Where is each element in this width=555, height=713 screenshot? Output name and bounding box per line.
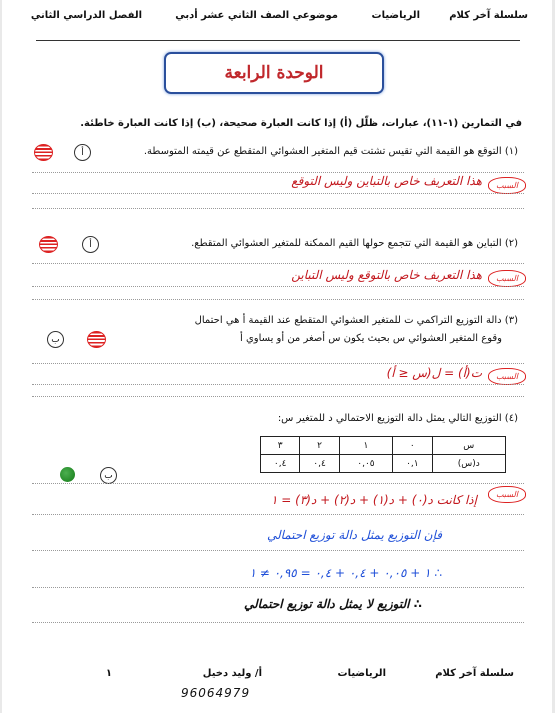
reason-label: السبب <box>488 486 526 503</box>
option-a-shaded-circle[interactable] <box>87 331 106 348</box>
footer-page-number: ١ <box>105 668 112 679</box>
option-b-shaded-circle[interactable] <box>34 144 53 161</box>
unit-title-box <box>164 52 384 94</box>
option-b-circle[interactable]: ب <box>47 331 64 348</box>
option-a-circle[interactable]: أ <box>82 236 99 253</box>
footer-subject: الرياضيات <box>337 668 386 679</box>
table-cell: ٠,١ <box>393 455 432 473</box>
table-cell: ٠,٤ <box>261 455 300 473</box>
table-row <box>261 437 506 455</box>
table-cell: ١ <box>339 437 392 455</box>
table-cell: ٠ <box>393 437 432 455</box>
header-topic: موضوعي الصف الثاني عشر أدبي <box>175 10 338 21</box>
question-4-text: (٤) التوزيع التالي يمثل دالة التوزيع الاحتمالي د للمتغير س: <box>277 413 518 424</box>
table-cell: د(س) <box>432 455 506 473</box>
table-cell: ٣ <box>261 437 300 455</box>
question-4-work-line2: فإن التوزيع يمثل دالة توزيع احتمالي <box>266 528 442 542</box>
unit-title: الوحدة الرابعة <box>224 63 324 83</box>
dotted-line <box>32 208 524 209</box>
option-a-green-check-icon[interactable] <box>60 467 75 482</box>
page-footer <box>2 668 552 688</box>
question-4-work-line4: ∴ التوزيع لا يمثل دالة توزيع احتمالي <box>243 597 422 611</box>
option-b-shaded-circle[interactable] <box>39 236 58 253</box>
table-cell: ٠,٤ <box>300 455 339 473</box>
dotted-line <box>32 622 524 623</box>
page-header <box>22 8 532 28</box>
footer-phone: 96064979 <box>181 686 251 700</box>
dotted-line <box>32 363 524 364</box>
dotted-line <box>32 263 524 264</box>
reason-label: السبب <box>488 270 526 287</box>
table-cell: ٠,٠٥ <box>339 455 392 473</box>
question-2-reason: هذا التعريف خاص بالتوقع وليس التباين <box>291 268 482 282</box>
table-cell: ٢ <box>300 437 339 455</box>
question-3-text-line1: (٣) دالة التوزيع التراكمي ت للمتغير العشوائي المتقطع عند القيمة أ هي احتمال <box>194 315 518 326</box>
footer-series: سلسلة آخر كلام <box>435 668 514 679</box>
header-series: سلسلة آخر كلام <box>449 10 528 21</box>
worksheet-page <box>2 0 552 713</box>
option-b-circle[interactable]: ب <box>100 467 117 484</box>
dotted-line <box>32 299 524 300</box>
table-row <box>261 455 506 473</box>
dotted-line <box>32 483 524 484</box>
dotted-line <box>32 172 524 173</box>
dotted-line <box>32 384 524 385</box>
option-a-circle[interactable]: أ <box>74 144 91 161</box>
dotted-line <box>32 514 524 515</box>
instructions: في التمارين (١-١١)، عبارات، ظلّل (أ) إذا كانت العبارة صحيحة، (ب) إذا كانت العبارة خاطئة. <box>80 118 522 129</box>
dotted-line <box>32 286 524 287</box>
footer-author: أ/ وليد دخيل <box>202 668 262 679</box>
header-semester: الفصل الدراسي الثاني <box>30 10 142 21</box>
header-subject: الرياضيات <box>371 10 420 21</box>
question-4-work-line3: ∴ ١ + ٠,٠٥ + ٠,٤ + ٠,٤ = ٠,٩٥ ≠ ١ <box>249 566 442 580</box>
question-1-text: (١) التوقع هو القيمة التي تقيس تشتت قيم المتغير العشوائي المتقطع عن قيمته المتوسطة. <box>143 146 518 157</box>
dotted-line <box>32 587 524 588</box>
header-divider <box>36 40 520 41</box>
question-4-work-line1: إذا كانت د(٠) + د(١) + د(٢) + د(٣) = ١ <box>271 493 477 507</box>
question-1-reason: هذا التعريف خاص بالتباين وليس التوقع <box>291 174 482 188</box>
question-3-text-line2: وقوع المتغير العشوائي س بحيث يكون س أصغر من أو يساوي أ <box>239 333 502 344</box>
question-2-text: (٢) التباين هو القيمة التي تتجمع حولها القيم الممكنة للمتغير العشوائي المتقطع. <box>191 238 518 249</box>
table-cell: س <box>432 437 506 455</box>
question-3-reason: ت(أ) = ل(س ≤ أ) <box>386 366 482 380</box>
dotted-line <box>32 550 524 551</box>
dotted-line <box>32 193 524 194</box>
distribution-table <box>260 436 506 473</box>
reason-label: السبب <box>488 177 526 194</box>
dotted-line <box>32 396 524 397</box>
reason-label: السبب <box>488 368 526 385</box>
